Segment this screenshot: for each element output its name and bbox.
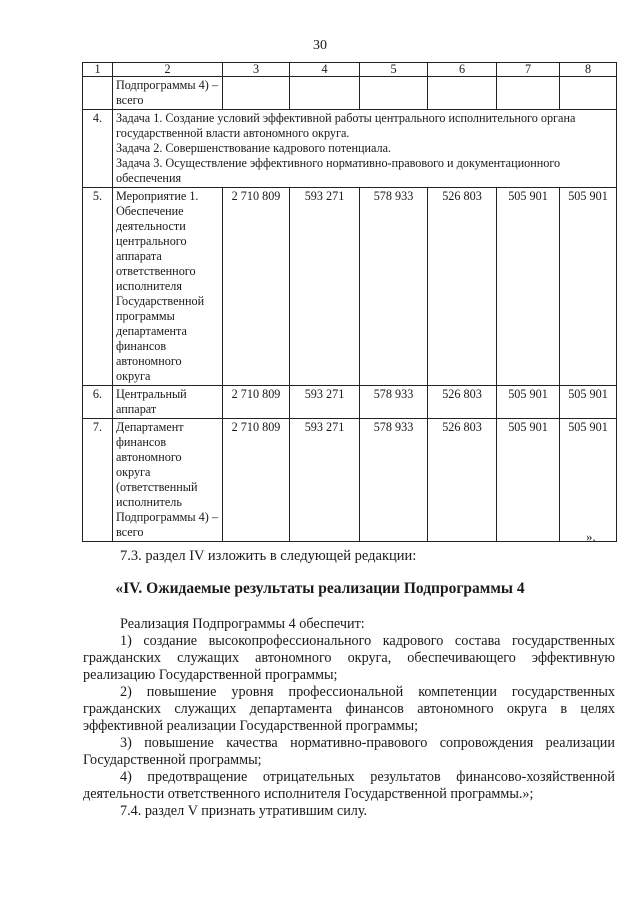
table-row (83, 386, 617, 419)
value-cell: 526 803 (428, 386, 497, 419)
value-cell (290, 77, 360, 110)
value-cell: 578 933 (360, 188, 428, 386)
value-cell: 505 901 (560, 386, 617, 419)
result-item-4: 4) предотвращение отрицательных результатов финансово-хозяйственной деятельности ответственного исполнителя Государственной программы.»; (83, 769, 615, 802)
table-body (83, 63, 617, 542)
task-line: Задача 2. Совершенствование кадрового потенциала. (116, 141, 392, 155)
value-cell (560, 77, 617, 110)
value-cell: 505 901 (560, 419, 617, 542)
table-row (83, 188, 617, 386)
value-cell: 526 803 (428, 188, 497, 386)
row-number: 4. (83, 110, 113, 188)
value-cell: 505 901 (497, 419, 560, 542)
header-cell: 6 (428, 63, 497, 77)
tasks-row (83, 110, 617, 188)
value-cell (360, 77, 428, 110)
header-cell: 8 (560, 63, 617, 77)
header-cell: 3 (223, 63, 290, 77)
result-item-3: 3) повышение качества нормативно-правового сопровождения реализации Государственной программы; (83, 735, 615, 768)
value-cell (497, 77, 560, 110)
header-cell: 7 (497, 63, 560, 77)
section-title: «IV. Ожидаемые результаты реализации Подпрограммы 4 (115, 580, 525, 597)
result-item-2: 2) повышение уровня профессиональной компетенции государственных гражданских служащих департамента финансов автономного округа в целях эффективной реализации Государственной программы; (83, 684, 615, 734)
header-cell: 5 (360, 63, 428, 77)
row-number: 6. (83, 386, 113, 419)
row-name: Центральный аппарат (113, 386, 223, 419)
value-cell: 505 901 (497, 386, 560, 419)
row-name: Подпрограммы 4) – всего (113, 77, 223, 110)
budget-table (82, 62, 617, 542)
value-cell: 526 803 (428, 419, 497, 542)
table-row (83, 419, 617, 542)
value-cell: 593 271 (290, 386, 360, 419)
value-cell: 578 933 (360, 386, 428, 419)
row-name: Мероприятие 1. Обеспечение деятельности центрального аппарата ответственного исполнителя Государственной программы департамента финансов автономного округа (113, 188, 223, 386)
header-cell: 2 (113, 63, 223, 77)
value-cell: 593 271 (290, 188, 360, 386)
tasks-cell (113, 110, 617, 188)
value-cell: 2 710 809 (223, 386, 290, 419)
value-cell (428, 77, 497, 110)
table-row (83, 77, 617, 110)
task-line: Задача 3. Осуществление эффективного нормативно-правового и документационного обеспечения (116, 156, 561, 185)
section-body (83, 616, 615, 820)
value-cell (223, 77, 290, 110)
value-cell: 2 710 809 (223, 188, 290, 386)
row-number: 7. (83, 419, 113, 542)
instruction-section-iv: 7.3. раздел IV изложить в следующей редакции: (120, 548, 417, 564)
value-cell: 505 901 (560, 188, 617, 386)
table-end-mark: ». (586, 529, 596, 544)
result-item-1: 1) создание высокопрофессионального кадрового состава государственных гражданских служащих автономного округа, обеспечивающего эффективную реализацию Государственной программы; (83, 633, 615, 683)
value-cell: 505 901 (497, 188, 560, 386)
instruction-section-v: 7.4. раздел V признать утратившим силу. (120, 803, 368, 819)
row-name: Департамент финансов автономного округа (ответственный исполнитель Подпрограммы 4) – всего (113, 419, 223, 542)
header-cell: 4 (290, 63, 360, 77)
row-number (83, 77, 113, 110)
value-cell: 578 933 (360, 419, 428, 542)
row-number: 5. (83, 188, 113, 386)
task-line: Задача 1. Создание условий эффективной работы центрального исполнительного органа государственной власти автономного округа. (116, 111, 576, 140)
intro-paragraph: Реализация Подпрограммы 4 обеспечит: (120, 616, 365, 632)
value-cell: 593 271 (290, 419, 360, 542)
table-header-row (83, 63, 617, 77)
header-cell: 1 (83, 63, 113, 77)
value-cell: 2 710 809 (223, 419, 290, 542)
page-number: 30 (313, 38, 327, 53)
